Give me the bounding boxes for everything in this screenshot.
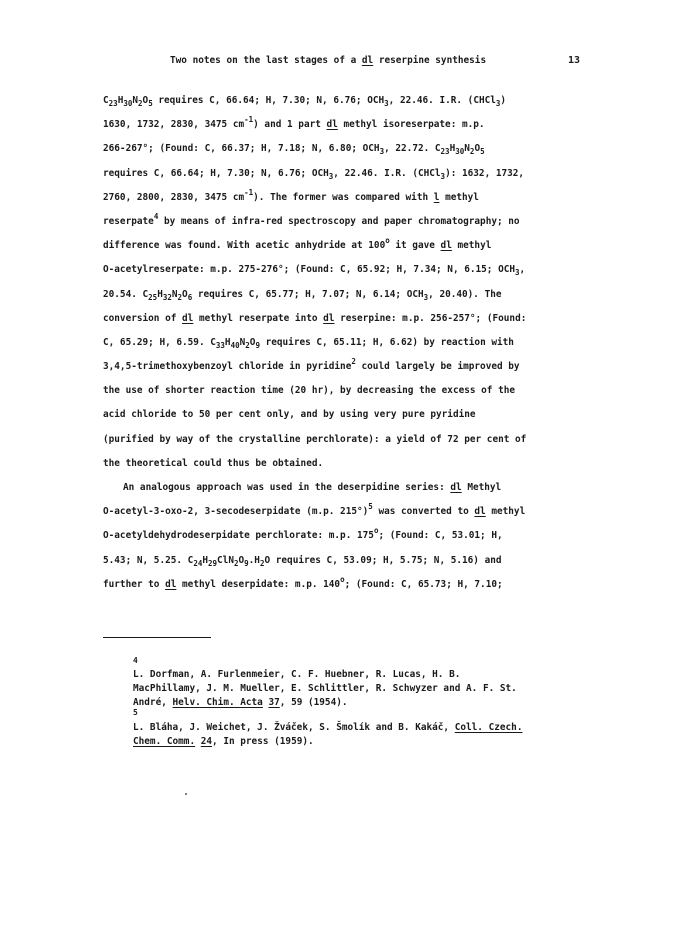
text-line: difference was found. With acetic anhydride at 100$^o$ it gave dl methyl xyxy=(103,236,492,252)
text-line: further to dl methyl deserpidate: m.p. 140$^o$; (Found: C, 65.73; H, 7.10; xyxy=(103,574,503,590)
footnote-line: André, Helv. Chim. Acta 37, 59 (1954). xyxy=(133,697,348,708)
stray-mark xyxy=(185,793,187,795)
footnote-mark-5: 5 xyxy=(133,708,138,717)
text-line: the theoretical could thus be obtained. xyxy=(103,457,324,469)
paragraph-start-line: An analogous approach was used in the deserpidine series: dl Methyl xyxy=(123,482,502,493)
text-line: 5.43; N, 5.25. $C_{24}H_{29}ClN_2O_9.H_2O$ requires C, 53.09; H, 5.75; N, 5.16) and xyxy=(103,554,502,568)
text-line: 2760, 2800, 2830, 3475 $cm^{-1}$). The former was compared with l methyl xyxy=(103,187,479,203)
title-dl: dl xyxy=(361,55,374,66)
text-line: O-acetyldehydrodeserpidate perchlorate: m.p. 175$^o$; (Found: C, 53.01; H, xyxy=(103,526,503,542)
running-header xyxy=(0,55,680,69)
page-number: 13 xyxy=(568,55,581,66)
footnote-5 xyxy=(133,721,522,749)
text-line: C, 65.29; H, 6.59. $C_{33}H_{40}N_2O_9$ requires C, 65.11; H, 6.62) by reaction with xyxy=(103,336,514,350)
running-title xyxy=(170,55,486,66)
text-line: reserpate$^4$ by means of infra-red spectroscopy and paper chromatography; no xyxy=(103,211,520,227)
text-line: conversion of dl methyl reserpate into dl reserpine: m.p. 256-257°; (Found: xyxy=(103,312,527,324)
text-line: 3,4,5-trimethoxybenzoyl chloride in pyridine$^2$ could largely be improved by xyxy=(103,357,520,373)
text-line: 1630, 1732, 2830, 3475 $cm^{-1}$) and 1 part dl methyl isoreserpate: m.p. xyxy=(103,115,485,131)
footnote-mark-4: 4 xyxy=(133,656,138,665)
text-line: requires C, 66.64; H, 7.30; N, 6.76; $OCH_3$, 22.46. I.R. (CHCl$_3$): 1632, 1732, xyxy=(103,167,525,181)
footnote-line: L. Dorfman, A. Furlenmeier, C. F. Huebner, R. Lucas, H. B. xyxy=(133,669,461,680)
footnote-divider xyxy=(103,637,211,638)
text-line: $C_{23}H_{30}N_2O_5$ requires C, 66.64; H, 7.30; N, 6.76; $OCH_3$, 22.46. I.R. (CHCl$_3$) xyxy=(103,95,507,108)
body-text xyxy=(103,89,593,597)
text-line: 266-267°; (Found: C, 66.37; H, 7.18; N, 6.80; $OCH_3$, 22.72. $C_{23}H_{30}N_2O_5$ xyxy=(103,143,485,157)
text-line: (purified by way of the crystalline perchlorate): a yield of 72 per cent of xyxy=(103,433,527,445)
text-line: the use of shorter reaction time (20 hr), by decreasing the excess of the xyxy=(103,385,516,397)
title-text-end: reserpine synthesis xyxy=(373,55,487,66)
text-line: O-acetylreserpate: m.p. 275-276°; (Found: C, 65.92; H, 7.34; N, 6.15; $OCH_3$, xyxy=(103,264,526,278)
footnote-line: L. Bláha, J. Weichet, J. Žváček, S. Šmolík and B. Kakáč, Coll. Czech. xyxy=(133,722,523,733)
footnote-line: Chem. Comm. 24, In press (1959). xyxy=(133,736,314,747)
text-line: 20.54. $C_{25}H_{32}N_2O_6$ requires C, 65.77; H, 7.07; N, 6.14; $OCH_3$, 20.40). The xyxy=(103,288,502,302)
text-line: acid chloride to 50 per cent only, and by using very pure pyridine xyxy=(103,409,476,421)
text-line: O-acetyl-3-oxo-2, 3-secodeserpidate (m.p. 215°)$^5$ was converted to dl methyl xyxy=(103,502,526,518)
footnote-4 xyxy=(133,668,517,710)
title-text: Two notes on the last stages of a xyxy=(170,55,362,66)
footnote-line: MacPhillamy, J. M. Mueller, E. Schlittler, R. Schwyzer and A. F. St. xyxy=(133,683,517,694)
